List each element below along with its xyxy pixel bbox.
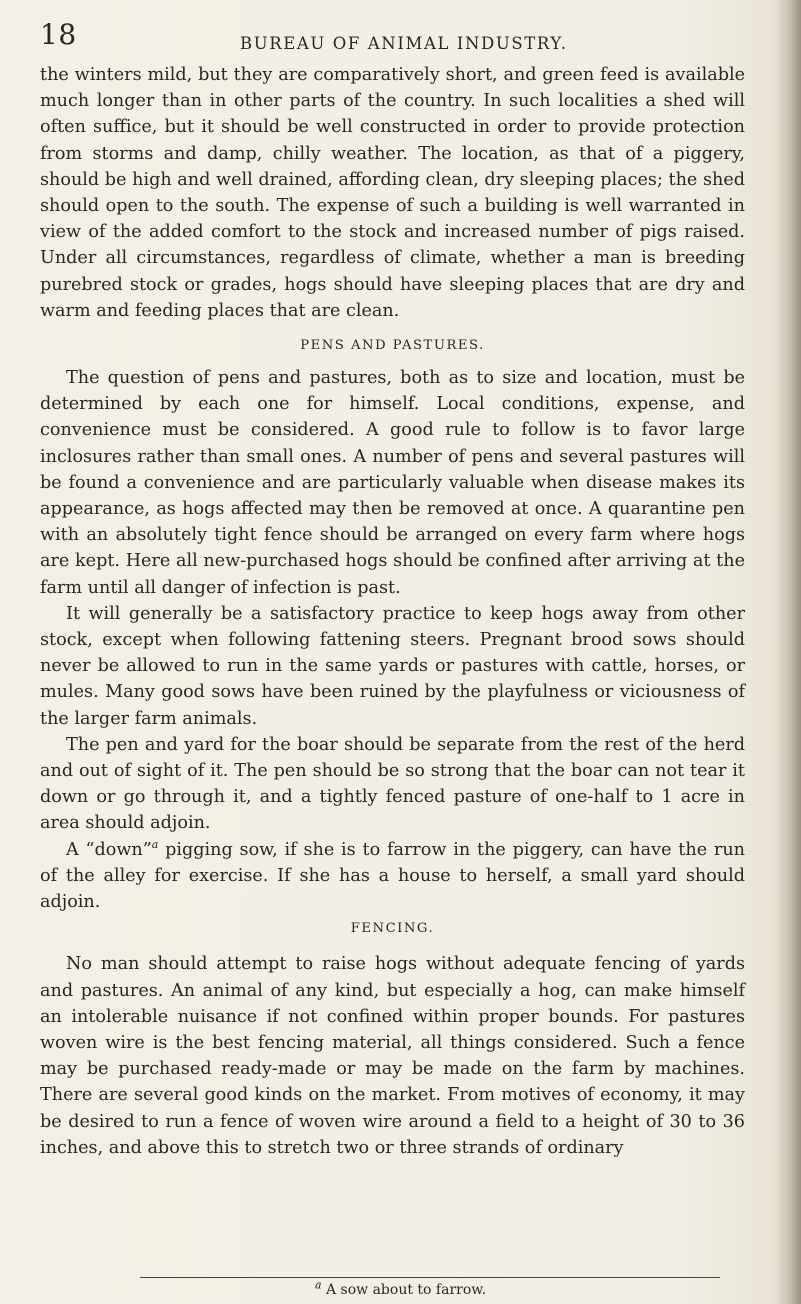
- footnote-text: A sow about to farrow.: [325, 1282, 487, 1298]
- paragraph-boar-pen: The pen and yard for the boar should be separate from the rest of the herd and out of sight of it. The pen should be so strong that the boar can not tear it down or go through it, and a tightly fenced pasture of one-half to 1 acre in area should adjoin.: [40, 734, 745, 834]
- running-head: BUREAU OF ANIMAL INDUSTRY.: [240, 34, 568, 53]
- body-text: [40, 62, 745, 1161]
- heading-fencing: FENCING.: [350, 921, 435, 937]
- paragraph-winter-shelter: the winters mild, but they are comparatively short, and green feed is available much longer than in other parts of the country. In such localities a shed will often suffice, but it should be well constructed in order to provide protection from storms and damp, chilly weather. The location, as that of a piggery, should be high and well drained, affording clean, dry sleeping places; the shed should open to the south. The expense of such a building is well warranted in view of the added comfort to the stock and increased number of pigs raised. Under all circumstances, regardless of climate, whether a man is breeding purebred stock or grades, hogs should have sleeping places that are dry and warm and feeding places that are clean.: [40, 65, 745, 321]
- page-edge-shadow: [775, 0, 801, 1304]
- paragraph-pigging-sow-start: A “down”: [66, 839, 152, 860]
- paragraph-pigging-sow-rest: pigging sow, if she is to farrow in the piggery, can have the run of the alley for exercise. If she has a house to herself, a small yard should adjoin.: [40, 839, 745, 913]
- footnote: [0, 1278, 801, 1298]
- paragraph-pigging-sow: [40, 837, 745, 916]
- paragraph-pens-pastures: The question of pens and pastures, both as to size and location, must be determined by each one for himself. Local conditions, expense, and convenience must be considered. A good rule to follow is to favor large inclosures rather than small ones. A number of pens and several pastures will be found a convenience and are particularly valuable when disease makes its appearance, as hogs affected may then be removed at once. A quarantine pen with an absolutely tight fence should be arranged on every farm where hogs are kept. Here all new-purchased hogs should be confined after arriving at the farm until all danger of infection is past.: [40, 368, 745, 598]
- page-header: [40, 18, 740, 58]
- paragraph-other-stock: It will generally be a satisfactory practice to keep hogs away from other stock, except when following fattening steers. Pregnant brood sows should never be allowed to run in the same yards or pastures with cattle, horses, or mules. Many good sows have been ruined by the playfulness or viciousness of the larger farm animals.: [40, 603, 745, 729]
- footnote-reference-mark: a: [151, 837, 159, 851]
- heading-pens-and-pastures: PENS AND PASTURES.: [300, 338, 485, 354]
- footnote-mark: a: [314, 1278, 322, 1292]
- page-number: 18: [40, 18, 77, 51]
- paragraph-fencing: No man should attempt to raise hogs without adequate fencing of yards and pastures. An animal of any kind, but especially a hog, can make himself an intolerable nuisance if not confined within proper bounds. For pastures woven wire is the best fencing material, all things considered. Such a fence may be purchased ready-made or may be made on the farm by machines. There are several good kinds on the market. From motives of economy, it may be desired to run a fence of woven wire around a field to a height of 30 to 36 inches, and above this to stretch two or three strands of ordinary: [40, 954, 745, 1158]
- footnote-divider: [140, 1277, 720, 1278]
